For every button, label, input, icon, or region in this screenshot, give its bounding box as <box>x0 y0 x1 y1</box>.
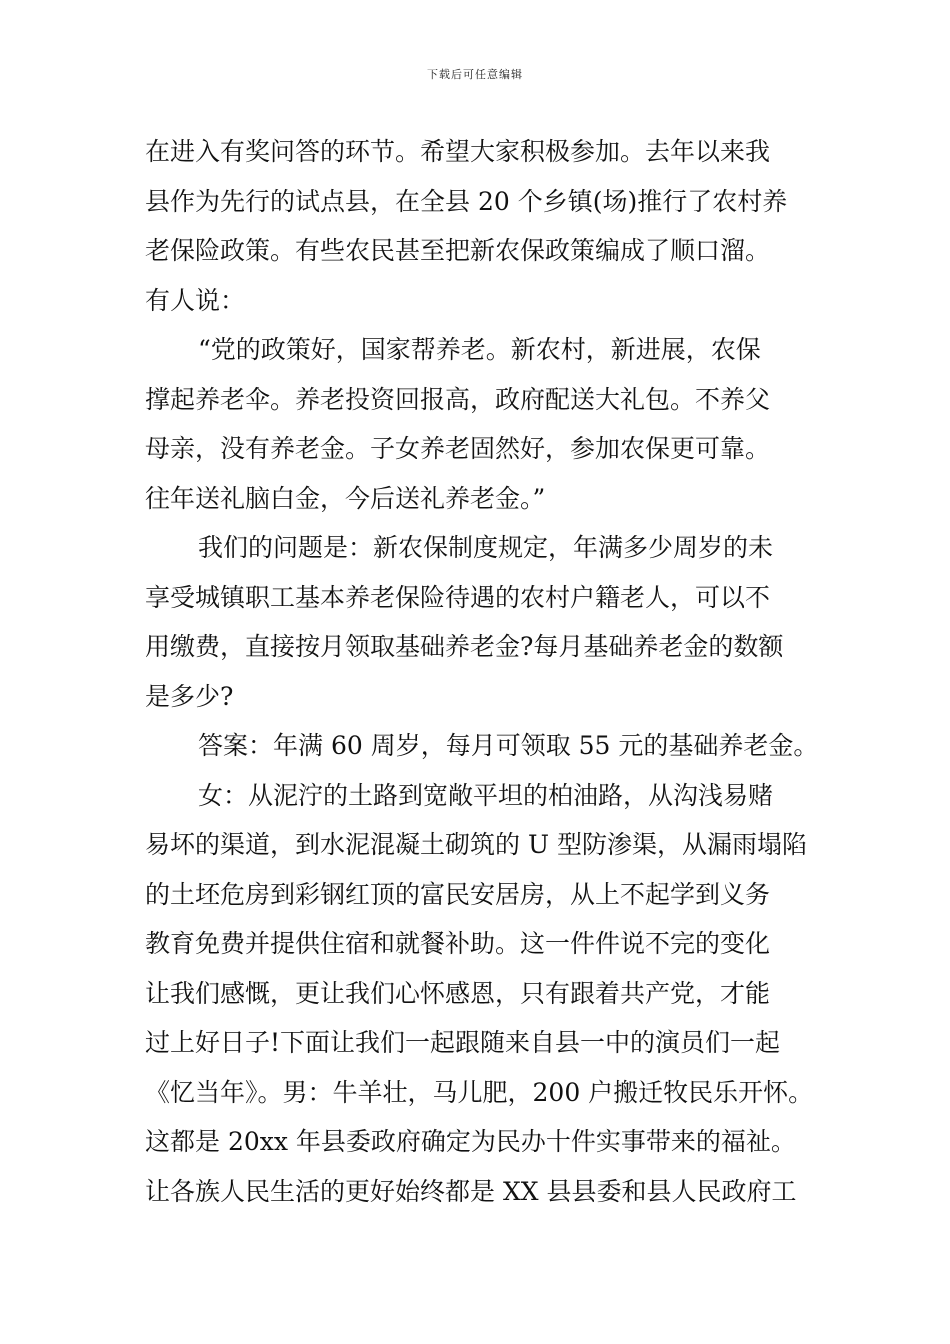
page-header: 下载后可任意编辑 <box>427 68 523 81</box>
text-line: 易坏的渠道，到水泥混凝土砌筑的 U 型防渗渠，从漏雨塌陷 <box>145 830 807 859</box>
text-line: 我们的问题是：新农保制度规定，年满多少周岁的未 <box>198 533 774 562</box>
text-line: 享受城镇职工基本养老保险待遇的农村户籍老人，可以不 <box>145 582 771 612</box>
text-line: 的土坯危房到彩钢红顶的富民安居房，从上不起学到义务 <box>145 879 771 909</box>
text-line: 往年送礼脑白金，今后送礼养老金。” <box>145 483 546 513</box>
text-line: 过上好日子!下面让我们一起跟随来自县一中的演员们一起 <box>145 1028 781 1057</box>
text-line: 有人说： <box>145 285 246 315</box>
text-line: 让我们感慨，更让我们心怀感恩，只有跟着共产党，才能 <box>145 978 771 1008</box>
text-line: 在进入有奖问答的环节。希望大家积极参加。去年以来我 <box>145 137 771 166</box>
text-line: 老保险政策。有些农民甚至把新农保政策编成了顺口溜。 <box>145 236 771 265</box>
document-body <box>145 127 819 1216</box>
text-line: 这都是 20xx 年县委政府确定为民办十件实事带来的福祉。 <box>145 1127 796 1156</box>
text-line: 让各族人民生活的更好始终都是 XX 县县委和县人民政府工 <box>145 1176 797 1206</box>
text-line: “党的政策好，国家帮养老。新农村，新进展，农保 <box>198 335 761 364</box>
text-line: 答案：年满 60 周岁，每月可领取 55 元的基础养老金。 <box>198 731 819 760</box>
text-line: 《忆当年》。男：牛羊壮，马儿肥，200 户搬迁牧民乐开怀。 <box>145 1077 814 1107</box>
text-line: 女：从泥泞的土路到宽敞平坦的柏油路，从沟浅易赌 <box>198 780 774 810</box>
text-line: 县作为先行的试点县，在全县 20 个乡镇(场)推行了农村养 <box>145 186 788 216</box>
text-line: 撑起养老伞。养老投资回报高，政府配送大礼包。不养父 <box>145 384 771 414</box>
text-line: 是多少? <box>145 681 234 711</box>
text-line: 母亲，没有养老金。子女养老固然好，参加农保更可靠。 <box>145 434 771 463</box>
text-line: 教育免费并提供住宿和就餐补助。这一件件说不完的变化 <box>145 929 771 958</box>
text-line: 用缴费，直接按月领取基础养老金?每月基础养老金的数额 <box>145 632 784 661</box>
